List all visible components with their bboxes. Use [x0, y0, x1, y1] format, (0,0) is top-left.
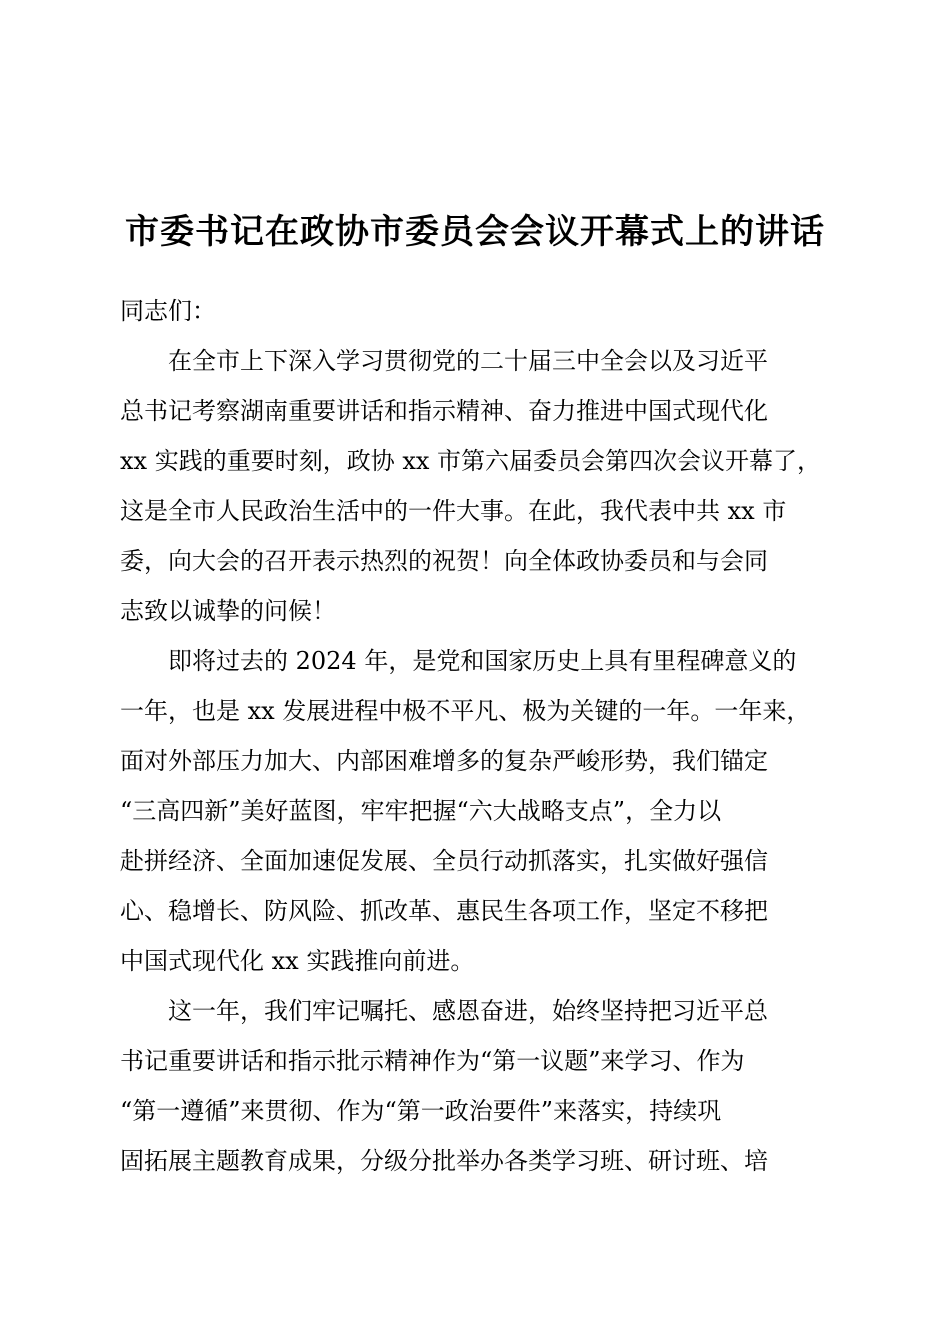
text-line: 志致以诚挚的问候！ [120, 597, 336, 625]
text-line: 中国式现代化 xx 实践推向前进。 [120, 947, 475, 975]
paragraph-2 [120, 636, 824, 986]
paragraph-3 [120, 986, 824, 1186]
text-line: “三高四新”美好蓝图，牢牢把握“六大战略支点”，全力以 [120, 797, 722, 825]
text-line: 赴拼经济、全面加速促发展、全员行动抓落实，扎实做好强信 [120, 847, 768, 875]
text-line: 委，向大会的召开表示热烈的祝贺！向全体政协委员和与会同 [120, 547, 768, 575]
text-line: 总书记考察湖南重要讲话和指示精神、奋力推进中国式现代化 [120, 397, 768, 425]
text-line: 即将过去的 2024 年，是党和国家历史上具有里程碑意义的 [168, 647, 797, 675]
text-line: 在全市上下深入学习贯彻党的二十届三中全会以及习近平 [168, 347, 768, 375]
salutation: 同志们： [120, 297, 216, 325]
text-line: xx 实践的重要时刻，政协 xx 市第六届委员会第四次会议开幕了， [120, 447, 822, 475]
text-line: 这一年，我们牢记嘱托、感恩奋进，始终坚持把习近平总 [168, 997, 768, 1025]
document-body [120, 286, 824, 1186]
text-line: 一年，也是 xx 发展进程中极不平凡、极为关键的一年。一年来， [120, 697, 811, 725]
text-line: “第一遵循”来贯彻、作为“第一政治要件”来落实，持续巩 [120, 1097, 722, 1125]
text-line: 固拓展主题教育成果，分级分批举办各类学习班、研讨班、培 [120, 1147, 768, 1175]
text-line: 书记重要讲话和指示批示精神作为“第一议题”来学习、作为 [120, 1047, 745, 1075]
document-title: 市委书记在政协市委员会会议开幕式上的讲话 [125, 211, 825, 252]
paragraph-1 [120, 336, 824, 636]
text-line: 心、稳增长、防风险、抓改革、惠民生各项工作，坚定不移把 [120, 897, 768, 925]
text-line: 面对外部压力加大、内部困难增多的复杂严峻形势，我们锚定 [120, 747, 768, 775]
text-line: 这是全市人民政治生活中的一件大事。在此，我代表中共 xx 市 [120, 497, 787, 525]
